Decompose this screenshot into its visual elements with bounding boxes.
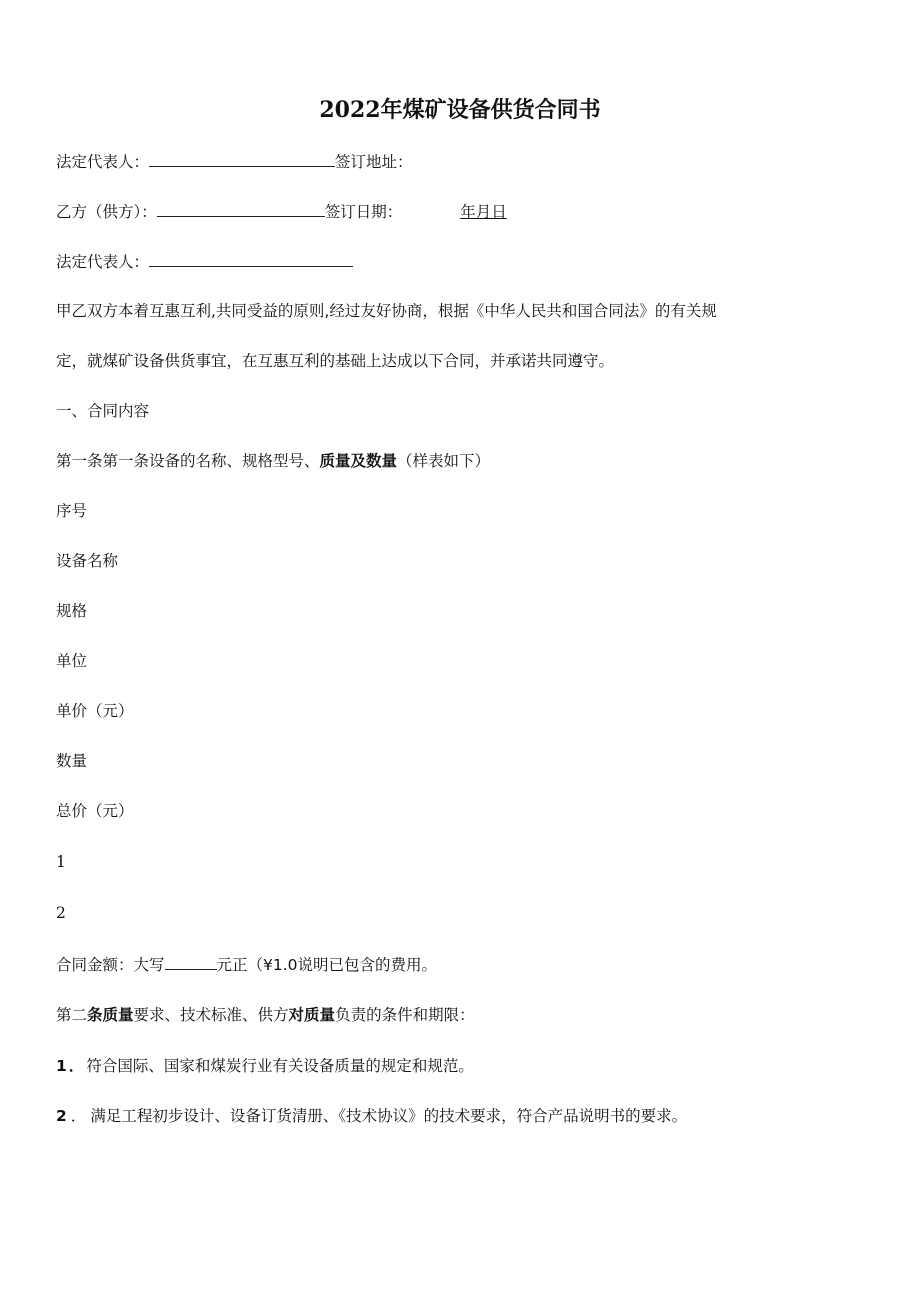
legal-rep-label-2: 法定代表人： bbox=[56, 253, 150, 271]
legal-rep-line-2 bbox=[56, 251, 353, 273]
amount-blank bbox=[165, 954, 217, 970]
article-2 bbox=[56, 1004, 475, 1026]
sign-date-value: 年月日 bbox=[460, 203, 507, 221]
article-2-bold-a: 条质量 bbox=[87, 1006, 134, 1024]
amount-suffix: 元正（¥1.0说明已包含的费用。 bbox=[216, 956, 438, 974]
legal-rep-line-1 bbox=[56, 151, 413, 173]
intro-line-1: 甲乙双方本着互惠互利,共同受益的原则,经过友好协商，根据《中华人民共和国合同法》的有关规 bbox=[56, 302, 717, 320]
intro-line-2: 定，就煤矿设备供货事宜，在互惠互利的基础上达成以下合同，并承诺共同遵守。 bbox=[56, 352, 615, 370]
section-heading: 一、合同内容 bbox=[56, 402, 150, 420]
field-unit: 单位 bbox=[56, 652, 88, 670]
field-serial: 序号 bbox=[56, 502, 88, 520]
field-unit-price: 单价（元） bbox=[56, 702, 134, 720]
field-total-price: 总价（元） bbox=[56, 802, 134, 820]
article-2-part-a: 第二 bbox=[56, 1006, 88, 1024]
contract-amount bbox=[56, 954, 437, 976]
list-item-text: 满足工程初步设计、设备订货清册、《技术协议》的技术要求，符合产品说明书的要求。 bbox=[90, 1107, 688, 1125]
row-number-2: 2 bbox=[56, 904, 66, 922]
list-item-sep: ． bbox=[70, 1107, 87, 1125]
list-item bbox=[56, 1105, 687, 1127]
party-b-line bbox=[56, 201, 507, 223]
party-b-label: 乙方（供方）： bbox=[56, 203, 157, 221]
article-1-text: 第一条第一条设备的名称、规格型号、 bbox=[56, 452, 320, 470]
list-item-number: 1 bbox=[56, 1057, 67, 1075]
article-1-tail: （样表如下） bbox=[397, 452, 491, 470]
legal-rep-label: 法定代表人： bbox=[56, 153, 150, 171]
article-1-bold: 质量及数量 bbox=[319, 452, 398, 470]
row-number-1: 1 bbox=[56, 853, 66, 871]
list-item-text: 符合国际、国家和煤炭行业有关设备质量的规定和规范。 bbox=[86, 1057, 474, 1075]
amount-prefix: 合同金额：大写 bbox=[56, 956, 165, 974]
list-item bbox=[56, 1055, 474, 1077]
article-2-part-e: 负责的条件和期限： bbox=[335, 1006, 475, 1024]
field-equipment-name: 设备名称 bbox=[56, 552, 119, 570]
sign-place-label: 签订地址： bbox=[335, 153, 413, 171]
legal-rep-blank bbox=[149, 151, 335, 167]
article-2-part-c: 要求、技术标准、供方 bbox=[133, 1006, 289, 1024]
field-spec: 规格 bbox=[56, 602, 88, 620]
party-b-blank bbox=[157, 201, 325, 217]
legal-rep-blank-2 bbox=[149, 251, 353, 267]
article-2-bold-d: 对质量 bbox=[288, 1006, 336, 1024]
field-quantity: 数量 bbox=[56, 752, 88, 770]
list-item-number: 2 bbox=[56, 1107, 67, 1125]
sign-date-label: 签订日期： bbox=[324, 203, 403, 221]
article-1 bbox=[56, 450, 490, 472]
list-item-sep: ． bbox=[68, 1057, 85, 1075]
document-title: 2022年煤矿设备供货合同书 bbox=[319, 97, 601, 123]
